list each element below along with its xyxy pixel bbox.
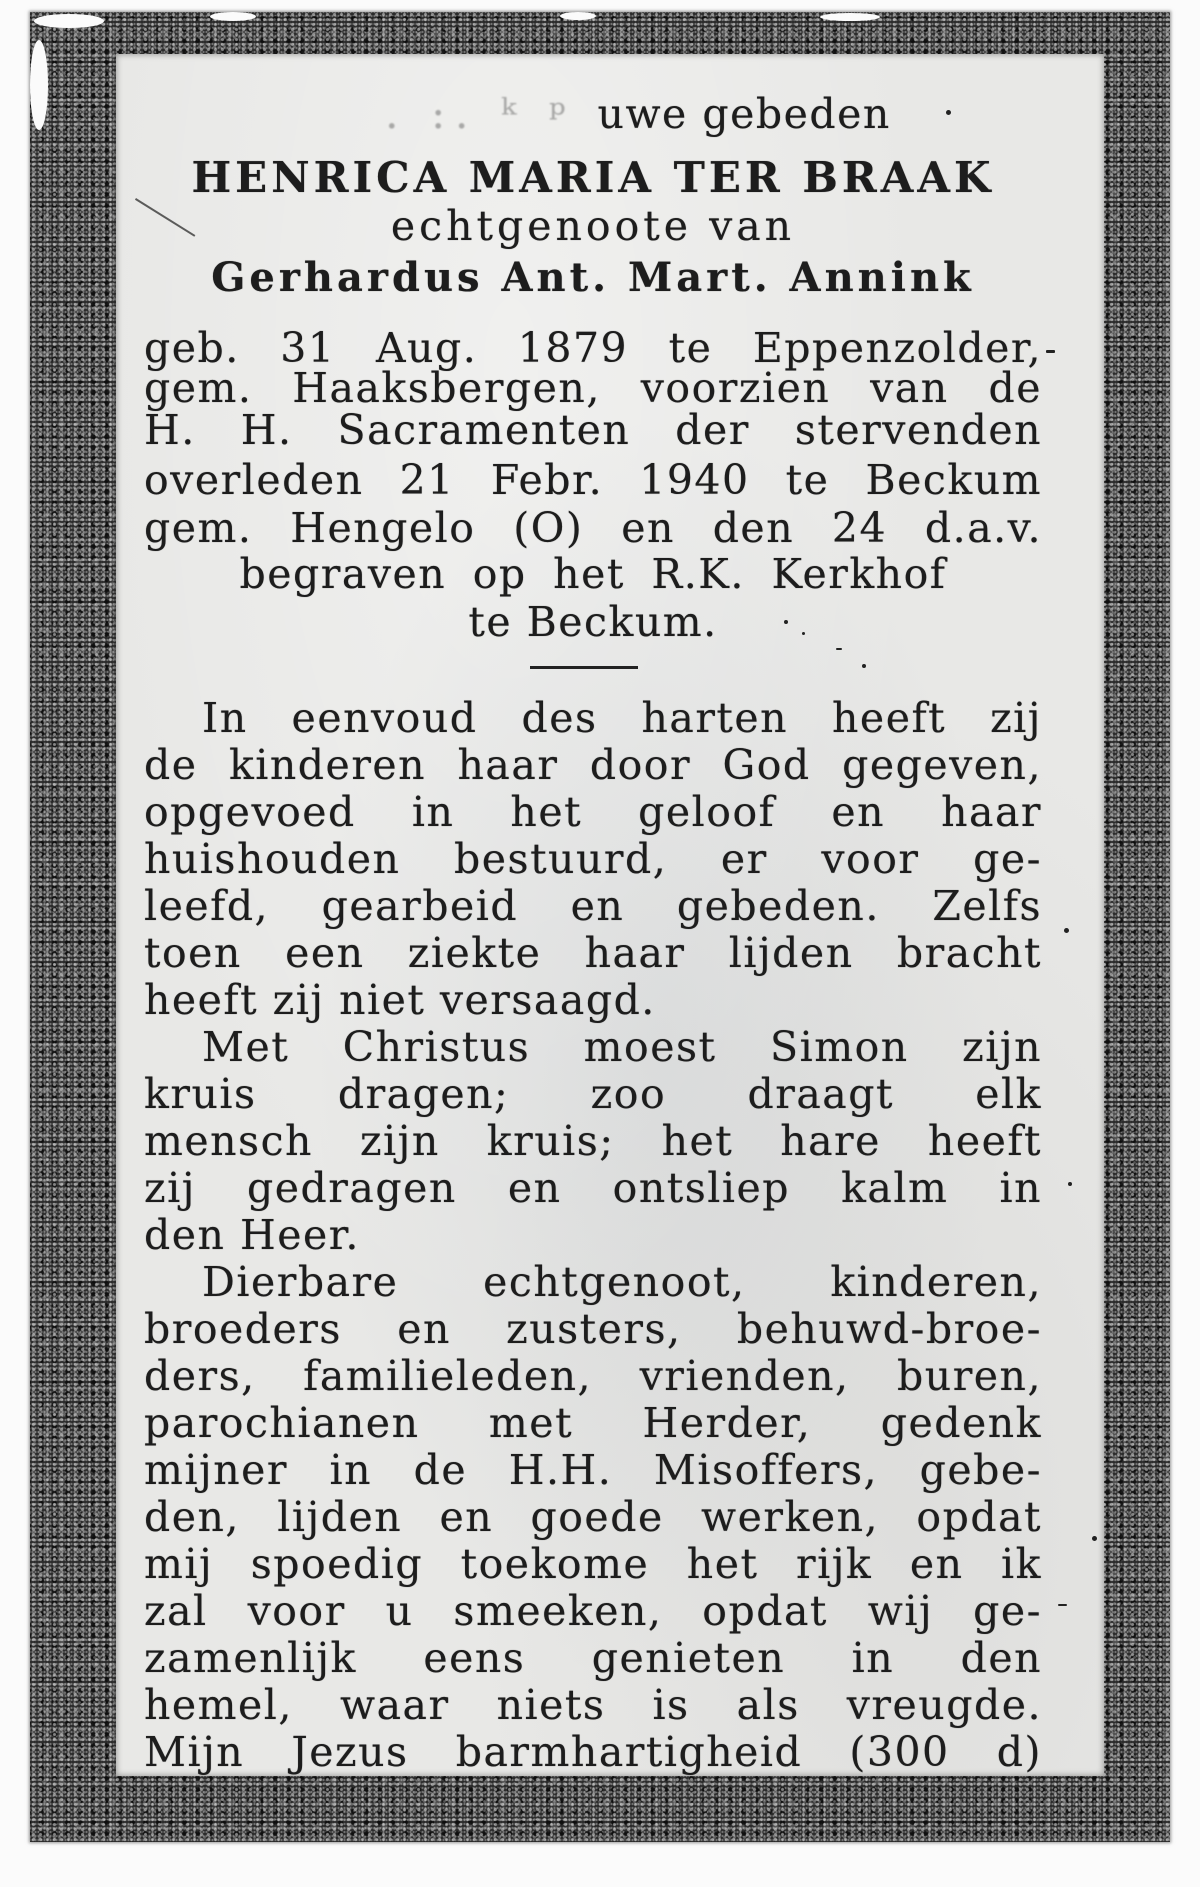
speck <box>1092 1536 1097 1541</box>
speck <box>1064 928 1069 933</box>
invocation-line <box>144 90 1042 138</box>
paragraph-line: zamenlijk eens genieten in den <box>144 1634 1042 1682</box>
paragraph-line: parochianen met Herder, gedenk <box>144 1399 1042 1447</box>
speck <box>802 632 805 635</box>
paragraph-line: mij spoedig toekome het rijk en ik <box>144 1540 1042 1588</box>
torn-edge <box>34 14 104 28</box>
deceased-name: HENRICA MARIA TER BRAAK <box>191 153 995 202</box>
paragraph-line: Mijn Jezus barmhartigheid (300 d) <box>144 1728 1042 1776</box>
paragraph-line: den, lijden en goede werken, opdat <box>144 1493 1042 1541</box>
detail-line-municipality: gem. Haaksbergen, voorzien van de <box>144 364 1042 412</box>
memorial-card-text <box>144 0 1042 1887</box>
paragraph-line: mijner in de H.H. Misoffers, gebe- <box>144 1446 1042 1494</box>
speck <box>1046 350 1055 353</box>
separator-rule <box>530 666 638 669</box>
detail-line-death-place: gem. Hengelo (O) en den 24 d.a.v. <box>144 504 1042 552</box>
speck <box>1068 1182 1072 1186</box>
paragraph-line: toen een ziekte haar lijden bracht <box>144 929 1042 977</box>
paragraph-line: ders, familieleden, vrienden, buren, <box>144 1352 1042 1400</box>
paragraph-line: den Heer. <box>144 1211 360 1259</box>
detail-line-sacraments: H. H. Sacramenten der stervenden <box>144 406 1042 454</box>
paragraph-line: Dierbare echtgenoot, kinderen, <box>202 1258 1042 1306</box>
spouse-intro: echtgenoote van <box>390 202 796 250</box>
paragraph-line: mensch zijn kruis; het hare heeft <box>144 1117 1042 1165</box>
paragraph-line: hemel, waar niets is als vreugde. <box>144 1681 1042 1729</box>
spouse-name: Gerhardus Ant. Mart. Annink <box>211 254 975 301</box>
paragraph-line: opgevoed in het geloof en haar <box>144 788 1042 836</box>
paragraph-line: In eenvoud des harten heeft zij <box>202 694 1042 742</box>
paragraph-line: huishouden bestuurd, er voor ge- <box>144 835 1042 883</box>
detail-line-burial: begraven op het R.K. Kerkhof <box>239 550 947 598</box>
paragraph-line: heeft zij niet versaagd. <box>144 976 656 1024</box>
paragraph-line: broeders en zusters, behuwd-broe- <box>144 1305 1042 1353</box>
speck <box>946 110 951 115</box>
invocation-faded-text: . :. ᵏ ᵖ <box>385 90 576 138</box>
speck <box>784 620 788 624</box>
torn-edge <box>30 40 48 130</box>
speck <box>836 648 842 650</box>
paragraph-line: Met Christus moest Simon zijn <box>202 1023 1042 1071</box>
paragraph-line: de kinderen haar door God gegeven, <box>144 741 1042 789</box>
detail-line-death: overleden 21 Febr. 1940 te Beckum <box>144 456 1042 504</box>
paragraph-line: zij gedragen en ontsliep kalm in <box>144 1164 1042 1212</box>
paragraph-line: leefd, gearbeid en gebeden. Zelfs <box>144 882 1042 930</box>
paragraph-line: zal voor u smeeken, opdat wij ge- <box>144 1587 1042 1635</box>
detail-line-birth: geb. 31 Aug. 1879 te Eppenzolder, <box>144 324 1042 372</box>
paragraph-line: kruis dragen; zoo draagt elk <box>144 1070 1042 1118</box>
invocation-text: uwe gebeden <box>597 90 891 138</box>
speck <box>1058 1604 1067 1606</box>
detail-line-burial-place: te Beckum. <box>468 598 718 646</box>
speck <box>862 664 866 668</box>
